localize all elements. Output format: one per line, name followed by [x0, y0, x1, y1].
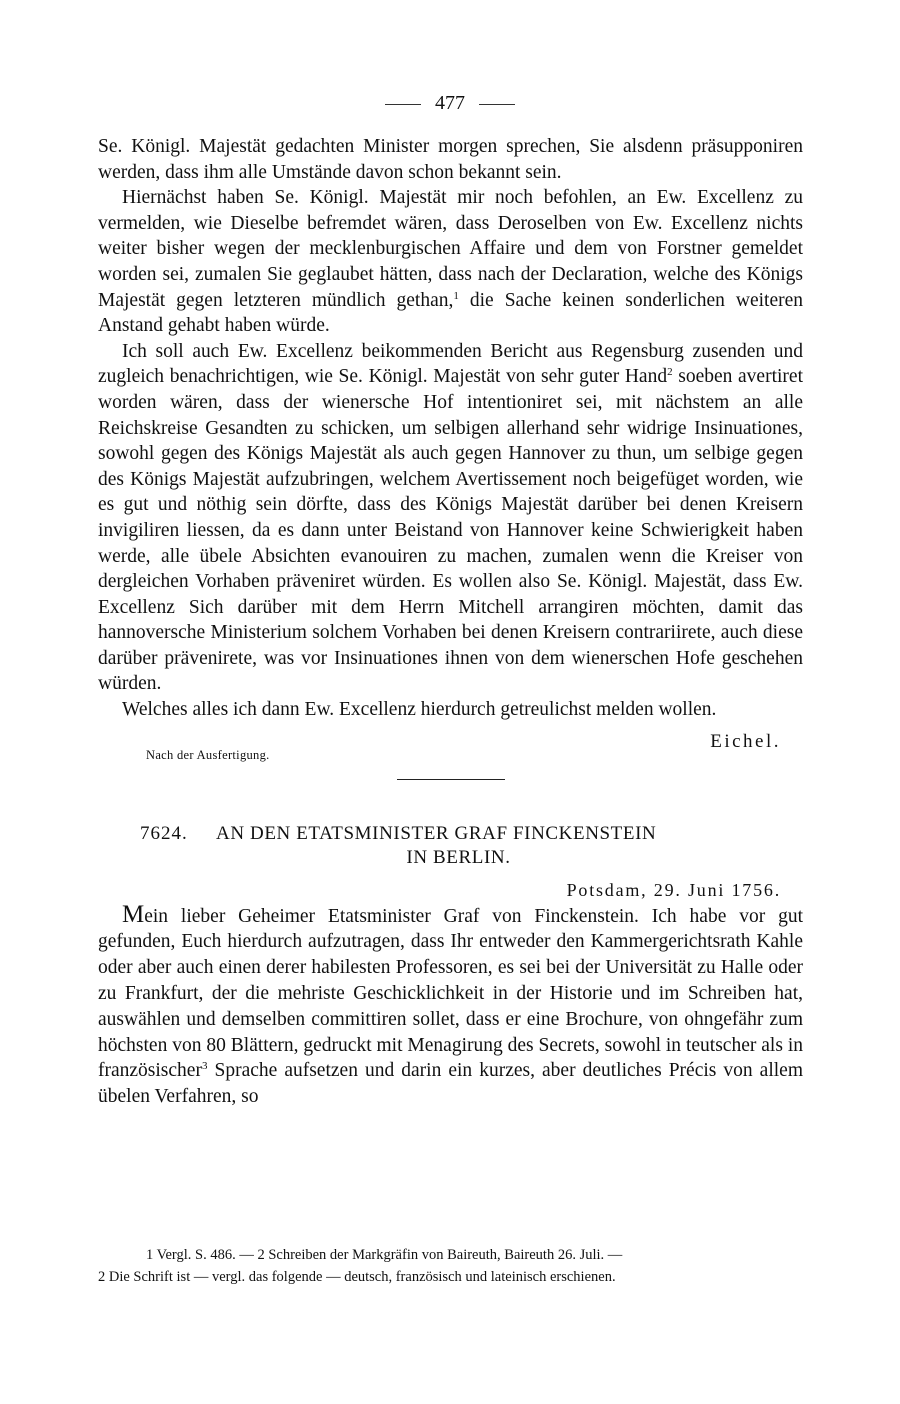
document-paragraph: Mein lieber Geheimer Etatsminister Graf von Finckenstein. Ich habe vor gut gefunden, Euch hierdurch aufzutragen, dass Ihr entweder den Kammergerichtsrath Kahle oder aber auch einen derer habilesten Professoren, es sei bei der Universität zu Halle oder zu Frankfurt, der die mehriste Geschicklichkeit in der Historie und im Schreiben hat, auswählen und demselben committiren sollet, dass er eine Brochure, von ohngefähr zum höchsten von 80 Blättern, gedruckt mit Menagirung des Secrets, sowohl in teutscher als in französischer$^3$ Sprache aufsetzen und darin ein kurzes, aber deutliches Précis von allem übelen Verfahren, so: [98, 900, 803, 1108]
document-heading: [98, 820, 803, 876]
page-header: [0, 88, 900, 118]
footnote-line: 1 Vergl. S. 486. — 2 Schreiben der Markgräfin von Baireuth, Baireuth 26. Juli. —: [146, 1247, 623, 1263]
document-title-line2: IN BERLIN.: [406, 846, 511, 868]
signature-row: [98, 723, 803, 773]
document-title-line1: AN DEN ETATSMINISTER GRAF FINCKENSTEIN: [216, 822, 657, 844]
page-body: [98, 134, 803, 1110]
header-dash-right: [479, 104, 515, 105]
dateline: Potsdam, 29. Juni 1756.: [566, 879, 781, 900]
page-number: 477: [435, 92, 465, 114]
source-note: Nach der Ausfertigung.: [146, 747, 270, 762]
footnote-mark: 3: [201, 1060, 208, 1073]
letter-paragraph: Ich soll auch Ew. Excellenz beikommenden Bericht aus Regensburg zusenden und zugleich benachrichtigen, wie Se. Königl. Majestät von sehr guter Hand$^2$ soeben avertiret worden wären, dass der wienersche Hof intentioniret sei, mit nächstem an alle Reichskreise Gesandten zu schicken, um selbigen allerhand sehr widrige Insinuationes, sowohl gegen des Königs Majestät als auch gegen Hannover zu thun, um selbige gegen des Königs Majestät aufzubringen, welchem Avertissement noch beigefüget worden, wie es gut und nöthig sein dörfte, dass des Königs Majestät darüber bei denen Kreisern invigiliren liessen, da es dann unter Beistand von Hannover keine Schwierigkeit haben werde, alle übele Absichten evanouiren zu machen, zumalen wenn die Kreiser von dergleichen Vorhaben präveniret würden. Es wollen also Se. Königl. Majestät, dass Ew. Excellenz Sich darüber mit dem Herrn Mitchell arrangiren möchten, damit das hannoversche Ministerium solchem Vorhaben bei denen Kreisern contrariirete, auch diese darüber prävenirete, was vor Insinuationes ihnen von dem wienerschen Hofe geschehen würden.: [98, 340, 803, 695]
document-number: 7624.: [140, 822, 188, 844]
initial-letter: M: [122, 900, 145, 928]
letter-closing: Welches alles ich dann Ew. Excellenz hierdurch getreulichst melden wollen.: [122, 699, 717, 721]
footnotes: [98, 1244, 803, 1288]
footnote-line: 2 Die Schrift ist — vergl. das folgende — deutsch, französisch und lateinisch erschienen.: [98, 1269, 616, 1285]
signature: Eichel.: [710, 730, 781, 752]
header-dash-left: [385, 104, 421, 105]
section-divider: [397, 779, 505, 780]
letter-paragraph: Se. Königl. Majestät gedachten Minister morgen sprechen, Sie alsdenn präsupponiren werden, dass ihm alle Umstände davon schon bekannt sein.: [98, 136, 803, 183]
footnote-mark: 1: [453, 289, 459, 302]
letter-paragraph: Hiernächst haben Se. Königl. Majestät mir noch befohlen, an Ew. Excellenz zu vermelden, wie Dieselbe befremdet wären, dass Deroselben von Ew. Excellenz nichts weiter bisher wegen der mecklenburgischen Affaire und dem von Forstner gemeldet worden sei, zumalen Sie geglaubet hätten, dass nach der Declaration, welche des Königs Majestät gegen letzteren mündlich gethan,$^1$ die Sache keinen sonderlichen weiteren Anstand gehabt haben würde.: [98, 187, 803, 337]
footnote-mark: 2: [667, 366, 673, 379]
